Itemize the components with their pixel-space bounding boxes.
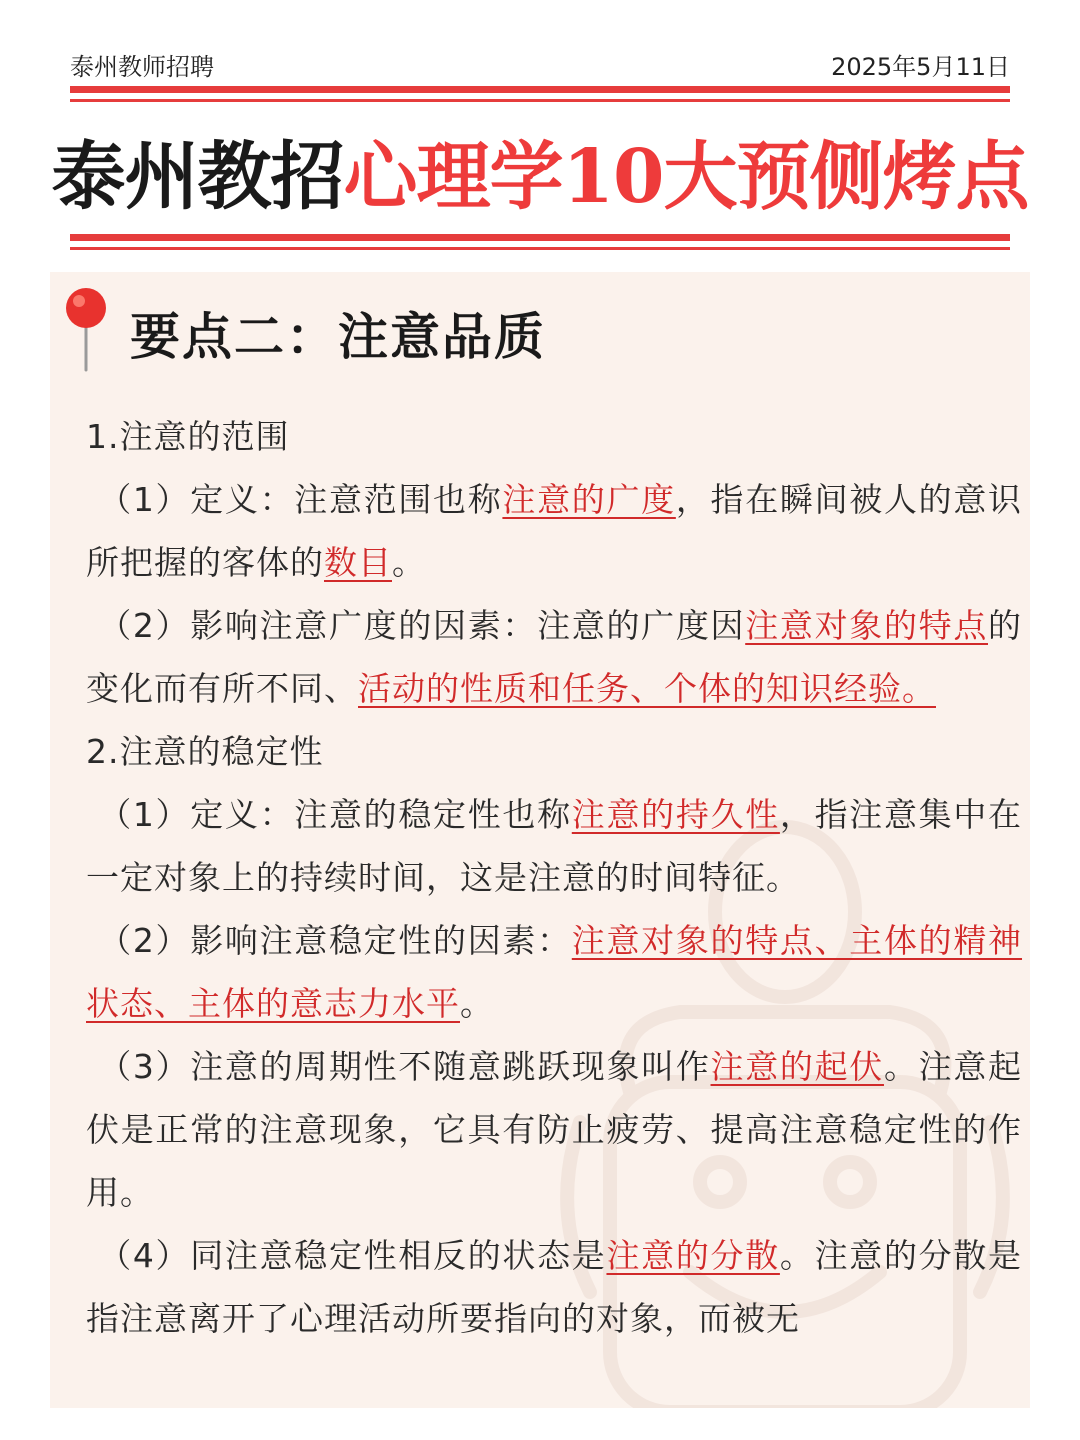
paragraph: （1）定义：注意的稳定性也称注意的持久性，指注意集中在一定对象上的持续时间，这是注意的时间特征。 [86, 795, 1023, 897]
top-divider [70, 86, 1010, 102]
bottom-divider [70, 234, 1010, 250]
paragraph: （4）同注意稳定性相反的状态是注意的分散。注意的分散是指注意离开了心理活动所要指向的对象，而被无 [86, 1236, 1023, 1338]
highlight: 注意对象的特点、主体的精神状态、主体的意志力水平 [86, 921, 1023, 1023]
title-part-red: 心理学10大预侧烤点 [343, 134, 1029, 220]
paragraph: （3）注意的周期性不随意跳跃现象叫作注意的起伏。注意起伏是正常的注意现象，它具有防止疲劳、提高注意稳定性的作用。 [86, 1047, 1023, 1212]
heading-stability: 2.注意的稳定性 [86, 732, 324, 771]
highlight: 注意的分散 [606, 1236, 780, 1275]
page-title [0, 122, 1080, 232]
content-panel [50, 272, 1030, 1408]
paragraph: （2）影响注意广度的因素：注意的广度因注意对象的特点的变化而有所不同、活动的性质和任务、个体的知识经验。 [86, 606, 1022, 708]
paragraph: （1）定义：注意范围也称注意的广度，指在瞬间被人的意识所把握的客体的数目。 [86, 480, 1023, 582]
pushpin-icon [62, 286, 110, 372]
paragraph: （2）影响注意稳定性的因素：注意对象的特点、主体的精神状态、主体的意志力水平。 [86, 921, 1023, 1023]
highlight: 注意的广度 [502, 480, 676, 519]
brand-label: 泰州教师招聘 [70, 52, 214, 81]
highlight: 活动的性质和任务、个体的知识经验。 [358, 669, 936, 708]
top-bar [70, 44, 1010, 84]
content-body [86, 405, 1022, 1350]
section-title: 要点二：注意品质 [130, 308, 546, 366]
highlight: 注意的持久性 [571, 795, 780, 834]
highlight: 注意的起伏 [710, 1047, 884, 1086]
heading-scope: 1.注意的范围 [86, 417, 290, 456]
highlight: 注意对象的特点 [745, 606, 988, 645]
date-label: 2025年5月11日 [831, 52, 1010, 81]
title-part-black: 泰州教招 [51, 134, 344, 220]
highlight: 数目 [324, 543, 392, 582]
